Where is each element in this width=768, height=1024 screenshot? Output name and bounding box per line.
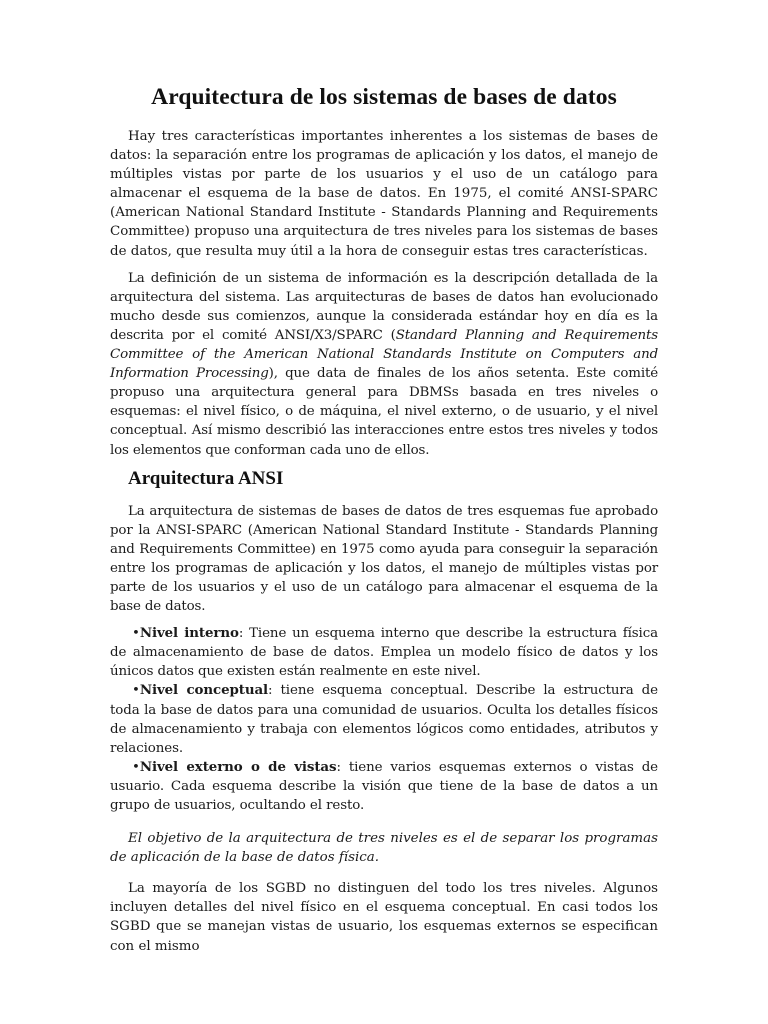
level-separator: : xyxy=(238,626,250,642)
level-term: Nivel interno xyxy=(139,625,239,642)
definition-paragraph xyxy=(110,269,658,460)
level-separator: : xyxy=(268,683,281,699)
intro-paragraph: Hay tres características importantes inherentes a los sistemas de bases de datos: la separación entre los programas de aplicación y los datos, el manejo de múltiples vistas por parte de los usuarios y el uso de un catálogo para almacenar el esquema de la base de datos. En 1975, el comité ANSI-SPARC (American National Standard Institute - Standards Planning and Requirements Committee) propuso una arquitectura de tres niveles para los sistemas de bases de datos, que resulta muy útil a la hora de conseguir estas tres características. xyxy=(110,129,658,259)
objective-paragraph: El objetivo de la arquitectura de tres niveles es el de separar los programas de aplicación de la base de datos física. xyxy=(110,831,658,866)
list-item-nivel-conceptual xyxy=(110,681,658,757)
bullet-icon: • xyxy=(132,759,140,775)
section-heading-ansi: Arquitectura ANSI xyxy=(128,467,284,489)
bullet-icon: • xyxy=(132,626,140,642)
level-description: Tiene un esquema interno que describe la estructura física de almacenamiento de base de datos. Emplea un modelo físico de datos y los únicos datos que existen están realmente en este nivel. xyxy=(110,626,658,680)
page-title: Arquitectura de los sistemas de bases de datos xyxy=(151,84,617,110)
architecture-levels-list xyxy=(110,624,658,815)
level-description: tiene varios esquemas externos o vistas de usuario. Cada esquema describe la visión que tiene de la base de datos a un grupo de usuarios, ocultando el resto. xyxy=(110,759,658,813)
bullet-icon: • xyxy=(132,683,140,699)
list-item-nivel-interno xyxy=(110,624,658,681)
list-item-nivel-externo xyxy=(110,758,658,815)
level-term: Nivel externo o de vistas xyxy=(139,758,337,775)
definition-committee-name: Standard Planning and Requirements Committee of the American National Standards Institute on Computers and Information Processing xyxy=(110,327,658,382)
definition-text-part2: ), que data de finales de los años setenta. Este comité propuso una arquitectura general para DBMSs basada en tres niveles o esquemas: el nivel físico, o de máquina, el nivel externo, o de usuario, y el nivel conceptual. Así mismo describió las interacciones entre estos tres niveles y todos los elementos que conforman cada uno de ellos. xyxy=(110,366,658,458)
definition-text-part1: La definición de un sistema de información es la descripción detallada de la arquitectura del sistema. Las arquitecturas de bases de datos han evolucionado mucho desde sus comienzos, aunque la considerada estándar hoy en día es la descrita por el comité ANSI/X3/SPARC ( xyxy=(110,270,658,343)
level-term: Nivel conceptual xyxy=(139,682,269,699)
level-description: tiene esquema conceptual. Describe la estructura de toda la base de datos para una comunidad de usuarios. Oculta los detalles físicos de almacenamiento y trabaja con elementos lógicos como entidades, atributos y relaciones. xyxy=(110,683,658,756)
ansi-paragraph: La arquitectura de sistemas de bases de datos de tres esquemas fue aprobado por la ANSI-SPARC (American National Standard Institute - Standards Planning and Requirements Committee) en 1975 como ayuda para conseguir la separación entre los programas de aplicación y los datos, el manejo de múltiples vistas por parte de los usuarios y el uso de un catálogo para almacenar el esquema de la base de datos. xyxy=(110,503,658,615)
closing-paragraph: La mayoría de los SGBD no distinguen del todo los tres niveles. Algunos incluyen detalles del nivel físico en el esquema conceptual. En casi todos los SGBD que se manejan vistas de usuario, los esquemas externos se especifican con el mismo xyxy=(110,881,658,954)
level-separator: : xyxy=(336,759,349,775)
